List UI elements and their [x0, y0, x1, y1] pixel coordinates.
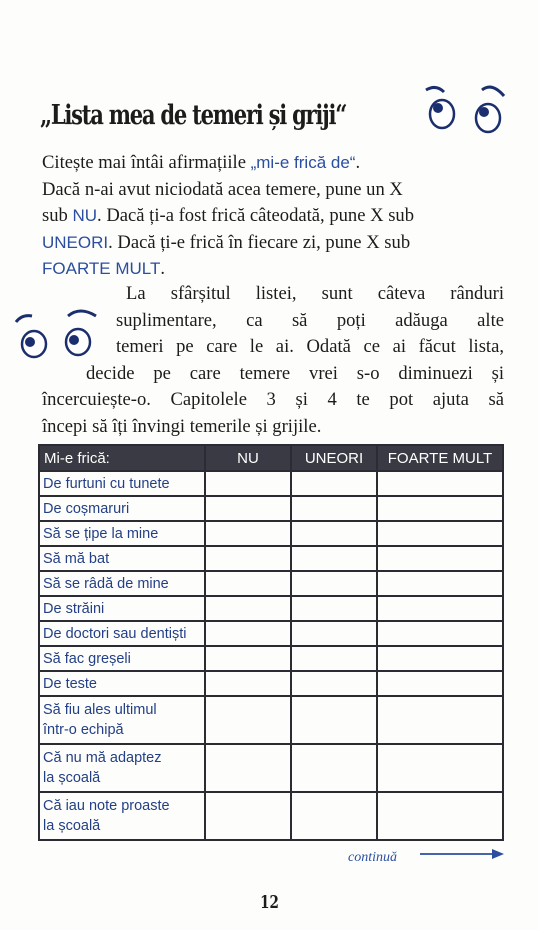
answer-cell-uneori[interactable] — [291, 671, 377, 696]
fear-label: De furtuni cu tunete — [39, 471, 205, 496]
answer-cell-nu[interactable] — [205, 621, 291, 646]
table-row — [39, 521, 503, 546]
answer-cell-nu[interactable] — [205, 471, 291, 496]
answer-cell-foarte-mult[interactable] — [377, 646, 503, 671]
column-header: FOARTE MULT — [377, 445, 503, 471]
fear-label: De teste — [39, 671, 205, 696]
table-row — [39, 496, 503, 521]
answer-cell-nu[interactable] — [205, 496, 291, 521]
highlight-text: NU — [72, 206, 98, 225]
text-line: încercuiește-o. Capitolele 3 și 4 te pot ajuta să — [42, 389, 504, 410]
answer-cell-uneori[interactable] — [291, 621, 377, 646]
text-line: suplimentare, ca să poți adăuga alte — [116, 309, 504, 331]
arrow-right-icon — [420, 847, 506, 861]
text-line: La sfârșitul listei, sunt câteva rânduri — [126, 283, 504, 304]
text-line: temeri pe care le ai. Odată ce ai făcut lista, — [116, 336, 504, 357]
cartoon-eyes-icon — [420, 80, 512, 138]
answer-cell-uneori[interactable] — [291, 696, 377, 744]
answer-cell-foarte-mult[interactable] — [377, 571, 503, 596]
fears-table — [38, 444, 504, 841]
page-title: „Lista mea de temeri și griji“ — [40, 100, 347, 131]
answer-cell-foarte-mult[interactable] — [377, 596, 503, 621]
fear-label: Să mă bat — [39, 546, 205, 571]
answer-cell-nu[interactable] — [205, 571, 291, 596]
table-row — [39, 792, 503, 840]
fear-label-line: la școală — [43, 770, 101, 786]
table-row — [39, 471, 503, 496]
text-line: sub NU. Dacă ți-a fost frică câteodată, pune X sub — [42, 205, 415, 226]
answer-cell-uneori[interactable] — [291, 471, 377, 496]
table-row — [39, 546, 503, 571]
answer-cell-uneori[interactable] — [291, 596, 377, 621]
highlight-text: „mi-e frică de“ — [250, 153, 356, 172]
answer-cell-uneori[interactable] — [291, 646, 377, 671]
answer-cell-foarte-mult[interactable] — [377, 521, 503, 546]
table-header-row — [39, 445, 503, 471]
table-row — [39, 744, 503, 792]
answer-cell-foarte-mult[interactable] — [377, 671, 503, 696]
fear-label-line: Că iau note proaste — [43, 798, 170, 814]
table-row — [39, 596, 503, 621]
table-row — [39, 696, 503, 744]
answer-cell-foarte-mult[interactable] — [377, 621, 503, 646]
answer-cell-foarte-mult[interactable] — [377, 496, 503, 521]
fear-label — [39, 744, 205, 792]
highlight-text: UNEORI — [42, 232, 109, 252]
fear-label: De străini — [39, 596, 205, 621]
text-line: decide pe care temere vrei s-o diminuezi și — [86, 362, 504, 384]
fear-label: Să se țipe la mine — [39, 521, 205, 546]
fear-label — [39, 696, 205, 744]
answer-cell-nu[interactable] — [205, 744, 291, 792]
table-row — [39, 646, 503, 671]
answer-cell-foarte-mult[interactable] — [377, 696, 503, 744]
table-row — [39, 621, 503, 646]
answer-cell-uneori[interactable] — [291, 546, 377, 571]
answer-cell-uneori[interactable] — [291, 792, 377, 840]
answer-cell-nu[interactable] — [205, 696, 291, 744]
answer-cell-nu[interactable] — [205, 521, 291, 546]
instructions-paragraph — [42, 150, 502, 283]
second-paragraph — [42, 281, 504, 440]
fear-label: De doctori sau dentiști — [39, 621, 205, 646]
answer-cell-foarte-mult[interactable] — [377, 471, 503, 496]
fear-label — [39, 792, 205, 840]
answer-cell-nu[interactable] — [205, 546, 291, 571]
answer-cell-nu[interactable] — [205, 646, 291, 671]
answer-cell-nu[interactable] — [205, 596, 291, 621]
text-line: FOARTE MULT. — [42, 258, 166, 279]
answer-cell-foarte-mult[interactable] — [377, 744, 503, 792]
continue-label: continuă — [348, 850, 397, 865]
answer-cell-foarte-mult[interactable] — [377, 546, 503, 571]
answer-cell-nu[interactable] — [205, 792, 291, 840]
fear-label-line: Să fiu ales ultimul — [43, 702, 157, 718]
answer-cell-uneori[interactable] — [291, 521, 377, 546]
table-row — [39, 671, 503, 696]
fear-label: Să fac greșeli — [39, 646, 205, 671]
answer-cell-foarte-mult[interactable] — [377, 792, 503, 840]
text-line: UNEORI. Dacă ți-e frică în fiecare zi, pune X sub — [42, 231, 411, 253]
column-header: UNEORI — [291, 445, 377, 471]
answer-cell-nu[interactable] — [205, 671, 291, 696]
text-line: Dacă n-ai avut niciodată acea temere, pune un X — [42, 178, 403, 200]
table-row — [39, 571, 503, 596]
text-line: Citește mai întâi afirmațiile „mi-e frică de“. — [42, 152, 361, 173]
column-header: NU — [205, 445, 291, 471]
column-header: Mi-e frică: — [39, 445, 205, 471]
text-line: începi să îți învingi temerile și grijile. — [42, 415, 322, 437]
answer-cell-uneori[interactable] — [291, 496, 377, 521]
fear-label-line: la școală — [43, 818, 101, 834]
highlight-text: FOARTE MULT — [42, 259, 161, 278]
fear-label-line: Că nu mă adaptez — [43, 750, 162, 766]
page-number: 12 — [260, 892, 279, 913]
answer-cell-uneori[interactable] — [291, 571, 377, 596]
answer-cell-uneori[interactable] — [291, 744, 377, 792]
fear-label: Să se râdă de mine — [39, 571, 205, 596]
fear-label-line: într-o echipă — [43, 722, 124, 738]
fear-label: De coșmaruri — [39, 496, 205, 521]
